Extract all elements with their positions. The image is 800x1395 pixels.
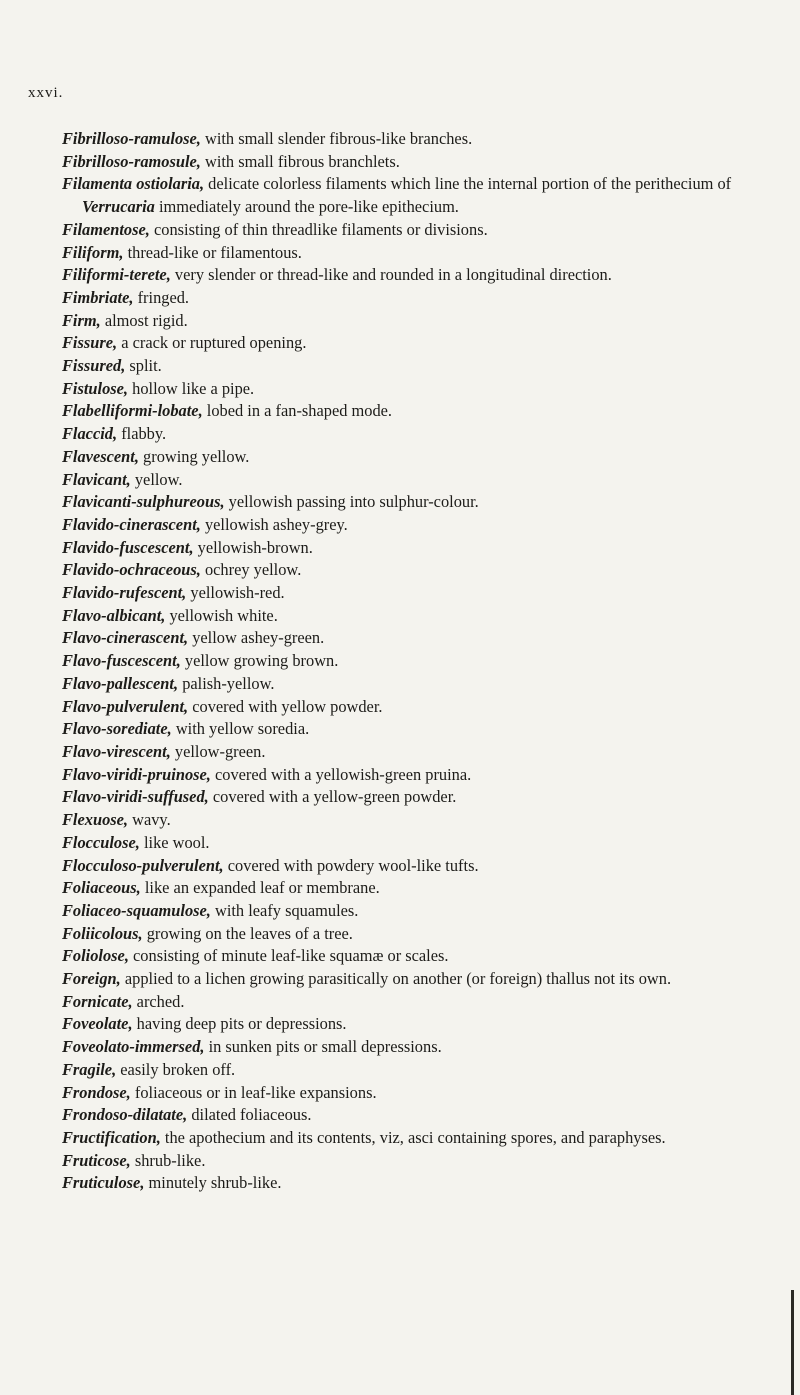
- glossary-entry: [62, 968, 782, 991]
- definition-text: arched.: [132, 991, 185, 1011]
- entry-term: Filamentose,: [62, 219, 150, 239]
- definition-text: having deep pits or depressions.: [132, 1014, 347, 1034]
- definition-text: very slender or thread-like and rounded in a longitudinal direction.: [170, 265, 612, 285]
- entry-term: Filiformi-terete,: [62, 265, 171, 285]
- entry-definition: [181, 651, 339, 670]
- entry-term: Fistulose,: [62, 378, 129, 398]
- entry-definition: [224, 856, 479, 875]
- entry-term: Flavicant,: [62, 469, 131, 489]
- entry-definition: [141, 878, 380, 897]
- entry-definition: [140, 833, 210, 852]
- entry-definition: [211, 765, 471, 784]
- glossary-entry: [62, 1172, 782, 1195]
- definition-text: covered with a yellowish-green pruina.: [210, 764, 472, 784]
- glossary-entry: [62, 469, 782, 492]
- definition-text: yellowish ashey-grey.: [200, 514, 348, 534]
- entry-definition: [117, 333, 306, 352]
- entry-definition: [201, 152, 400, 171]
- glossary-entry: [62, 151, 782, 174]
- definition-text: yellow-green.: [170, 741, 266, 761]
- entry-term: Fruticose,: [62, 1150, 131, 1170]
- entry-term: Foliaceo-squamulose,: [62, 900, 211, 920]
- definition-text: easily broken off.: [116, 1059, 236, 1079]
- glossary-entry: [62, 809, 782, 832]
- entry-term: Foveolato-immersed,: [62, 1037, 205, 1057]
- entry-term: Flavicanti-sulphureous,: [62, 492, 225, 512]
- entry-definition: [117, 424, 166, 443]
- definition-text: yellow ashey-green.: [188, 628, 325, 648]
- entry-definition: [133, 992, 185, 1011]
- entry-term: Flavo-cinerascent,: [62, 628, 189, 648]
- entry-term: Fruticulose,: [62, 1173, 145, 1193]
- entry-term: Fissure,: [62, 333, 118, 353]
- glossary-entry: [62, 1104, 782, 1127]
- entry-definition: [116, 1060, 235, 1079]
- glossary-entry: [62, 537, 782, 560]
- definition-text: with leafy squamules.: [210, 900, 359, 920]
- margin-rule: [791, 1290, 794, 1395]
- entry-definition: [186, 583, 284, 602]
- definition-text: with small slender fibrous-like branches.: [200, 129, 473, 148]
- entry-term: Flavido-fuscescent,: [62, 537, 194, 557]
- entry-term: Flavo-virescent,: [62, 741, 171, 761]
- glossary-entry: [62, 128, 782, 151]
- glossary-entry: [62, 173, 782, 218]
- definition-text: split.: [125, 356, 162, 376]
- glossary-entry: [62, 287, 782, 310]
- entry-term: Flavido-ochraceous,: [62, 560, 201, 580]
- entry-definition: [121, 969, 671, 988]
- definition-text: dilated foliaceous.: [187, 1105, 312, 1125]
- definition-text: applied to a lichen growing parasitically on another (or foreign) thallus not its own.: [120, 969, 672, 989]
- glossary-entry: [62, 832, 782, 855]
- glossary-entry: [62, 1150, 782, 1173]
- entry-definition: [125, 356, 161, 375]
- glossary-entry: [62, 945, 782, 968]
- entry-definition: [201, 560, 301, 579]
- entry-definition: [194, 538, 313, 557]
- entry-definition: [131, 1083, 377, 1102]
- definition-text: consisting of minute leaf-like squamæ or scales.: [128, 946, 449, 966]
- definition-text: yellowish white.: [165, 605, 278, 625]
- entry-definition: [188, 697, 382, 716]
- page-number: xxvi.: [28, 85, 64, 101]
- entry-definition: [187, 1105, 311, 1124]
- glossary-entry: [62, 264, 782, 287]
- entry-term: Fissured,: [62, 356, 126, 376]
- entry-definition: [101, 311, 188, 330]
- entry-definition: [225, 492, 479, 511]
- entry-definition: [133, 1014, 347, 1033]
- entry-term: Fibrilloso-ramulose,: [62, 129, 201, 148]
- entry-definition: [123, 243, 301, 262]
- entry-term: Foliolose,: [62, 946, 129, 966]
- definition-text: foliaceous or in leaf-like expansions.: [130, 1082, 377, 1102]
- entry-definition: [139, 447, 249, 466]
- entry-term: Flocculoso-pulverulent,: [62, 855, 224, 875]
- entry-definition: [209, 787, 457, 806]
- entry-definition: [172, 719, 309, 738]
- definition-text: minutely shrub-like.: [144, 1173, 282, 1193]
- entry-term: Flavo-albicant,: [62, 605, 166, 625]
- definition-text: yellow.: [130, 469, 183, 489]
- glossary-entry: [62, 378, 782, 401]
- entry-definition: [188, 628, 324, 647]
- entry-definition: [143, 924, 353, 943]
- definition-text: with yellow soredia.: [171, 719, 310, 739]
- glossary-entry: [62, 627, 782, 650]
- entry-term: Fibrilloso-ramosule,: [62, 151, 201, 171]
- entry-term: Filamenta ostiolaria,: [62, 174, 205, 194]
- glossary-entry: [62, 696, 782, 719]
- entry-definition: [171, 742, 266, 761]
- entry-definition: [203, 401, 392, 420]
- definition-text: lobed in a fan-shaped mode.: [202, 401, 393, 421]
- definition-text: yellow growing brown.: [180, 651, 339, 671]
- entry-definition: [129, 946, 449, 965]
- glossary-entry: [62, 855, 782, 878]
- definition-text: hollow like a pipe.: [128, 378, 255, 398]
- definition-text: a crack or ruptured opening.: [117, 333, 307, 353]
- glossary-entry: [62, 764, 782, 787]
- entry-term: Foreign,: [62, 969, 121, 989]
- entry-term: Flavido-cinerascent,: [62, 514, 201, 534]
- glossary-entry: [62, 423, 782, 446]
- glossary-entry: [62, 877, 782, 900]
- definition-text: growing on the leaves of a tree.: [142, 923, 353, 943]
- glossary-entry: [62, 491, 782, 514]
- definition-text: almost rigid.: [100, 310, 188, 330]
- entry-definition: [150, 220, 488, 239]
- entry-term: Frondoso-dilatate,: [62, 1105, 188, 1125]
- entry-term: Flavido-rufescent,: [62, 583, 187, 603]
- entry-definition: [134, 288, 190, 307]
- definition-text: covered with a yellow-green powder.: [208, 787, 457, 807]
- entry-term: Flavo-fuscescent,: [62, 651, 181, 671]
- definition-text: yellowish passing into sulphur-colour.: [224, 492, 479, 512]
- entry-definition: [131, 470, 183, 489]
- definition-text: thread-like or filamentous.: [123, 242, 302, 262]
- glossary-entry: [62, 786, 782, 809]
- entry-term: Frondose,: [62, 1082, 131, 1102]
- glossary-entry: [62, 310, 782, 333]
- definition-text: the apothecium and its contents, viz, asci containing spores, and paraphyses.: [160, 1127, 666, 1147]
- definition-text: wavy.: [128, 810, 171, 830]
- glossary-entry: [62, 332, 782, 355]
- entry-term: Foveolate,: [62, 1014, 133, 1034]
- definition-text: ochrey yellow.: [200, 560, 302, 580]
- glossary-entry: [62, 923, 782, 946]
- glossary-entry: [62, 355, 782, 378]
- entry-term: Flavescent,: [62, 446, 139, 466]
- definition-text: covered with yellow powder.: [188, 696, 383, 716]
- entry-term: Foliicolous,: [62, 923, 143, 943]
- glossary-entry: [62, 582, 782, 605]
- entry-definition: [211, 901, 358, 920]
- glossary-entry: [62, 1082, 782, 1105]
- entry-term: Flexuose,: [62, 810, 129, 830]
- definition-text: with small fibrous branchlets.: [200, 151, 400, 171]
- entry-term: Fragile,: [62, 1059, 117, 1079]
- definition-text: shrub-like.: [130, 1150, 206, 1170]
- entry-definition: [178, 674, 274, 693]
- entry-definition: [171, 265, 612, 284]
- entry-term: Filiform,: [62, 242, 124, 262]
- definition-text: growing yellow.: [138, 446, 250, 466]
- entry-definition: [144, 1173, 281, 1192]
- glossary-entry: [62, 1059, 782, 1082]
- definition-text: palish-yellow.: [178, 673, 275, 693]
- entry-definition: [201, 515, 348, 534]
- entry-term: Flaccid,: [62, 424, 118, 444]
- glossary-entry: [62, 605, 782, 628]
- definition-text: yellowish-red.: [186, 583, 285, 603]
- entry-term: Fornicate,: [62, 991, 133, 1011]
- definition-text: fringed.: [133, 287, 190, 307]
- glossary-entry: [62, 1013, 782, 1036]
- entry-term: Fructification,: [62, 1127, 161, 1147]
- definition-text: consisting of thin threadlike filaments or divisions.: [149, 219, 488, 239]
- glossary-entry: [62, 400, 782, 423]
- entry-term: Flavo-viridi-suffused,: [62, 787, 209, 807]
- glossary-entry: [62, 514, 782, 537]
- definition-text: flabby.: [117, 424, 167, 444]
- entry-definition: [204, 1037, 441, 1056]
- entry-definition: [161, 1128, 666, 1147]
- definition-text: in sunken pits or small depressions.: [204, 1037, 442, 1057]
- definition-text-continued: immediately around the pore-like epithecium.: [154, 197, 459, 217]
- entry-term: Flavo-pallescent,: [62, 673, 179, 693]
- definition-text: yellowish-brown.: [193, 537, 313, 557]
- entry-definition: [128, 810, 171, 829]
- glossary-entry: [62, 650, 782, 673]
- entry-definition: [165, 606, 277, 625]
- glossary-entry: [62, 673, 782, 696]
- definition-text: like an expanded leaf or membrane.: [140, 878, 380, 898]
- entry-definition: [128, 379, 254, 398]
- glossary-entry: [62, 1036, 782, 1059]
- entry-term: Fimbriate,: [62, 287, 134, 307]
- entry-term: Flavo-sorediate,: [62, 719, 172, 739]
- definition-text: covered with powdery wool-like tufts.: [223, 855, 479, 875]
- glossary-entry: [62, 1127, 782, 1150]
- entry-term: Flavo-viridi-pruinose,: [62, 764, 211, 784]
- glossary-entry: [62, 559, 782, 582]
- glossary-entry: [62, 242, 782, 265]
- glossary-entries: [62, 128, 782, 1195]
- definition-italic-term: Verrucaria: [82, 197, 155, 217]
- glossary-entry: [62, 991, 782, 1014]
- glossary-entry: [62, 900, 782, 923]
- glossary-entry: [62, 446, 782, 469]
- glossary-entry: [62, 219, 782, 242]
- entry-term: Firm,: [62, 310, 101, 330]
- entry-term: Flocculose,: [62, 832, 140, 852]
- entry-term: Flabelliformi-lobate,: [62, 401, 203, 421]
- entry-term: Foliaceous,: [62, 878, 141, 898]
- entry-term: Flavo-pulverulent,: [62, 696, 189, 716]
- definition-text: delicate colorless filaments which line the internal portion of the perithecium of: [204, 174, 732, 194]
- glossary-entry: [62, 718, 782, 741]
- glossary-entry: [62, 741, 782, 764]
- entry-definition: [201, 129, 472, 148]
- definition-text: like wool.: [139, 832, 210, 852]
- entry-definition: [131, 1151, 206, 1170]
